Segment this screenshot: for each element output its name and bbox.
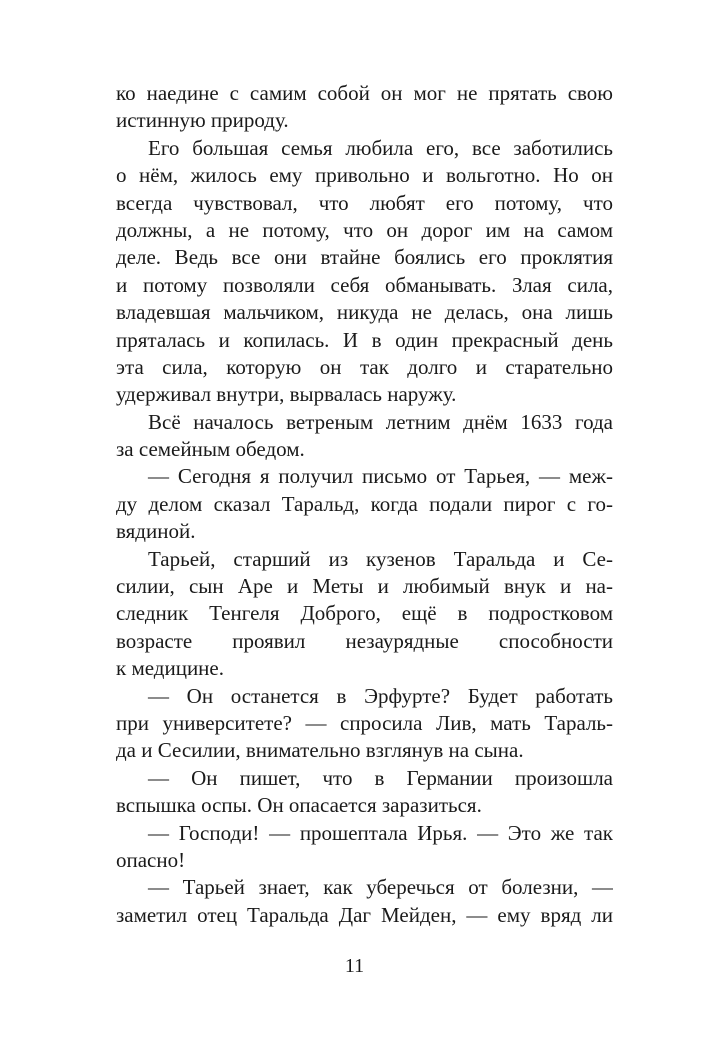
text-line: — Тарьей знает, как уберечься от болезни, — (148, 875, 613, 900)
text-line: Тарьей, старший из кузенов Таральда и Се- (148, 546, 613, 571)
text-line: за семейным обедом. (116, 437, 305, 462)
text-line: — Он останется в Эрфурте? Будет работать (148, 683, 613, 708)
text-line: эта сила, которую он так долго и старательно (116, 354, 613, 379)
page-text-block (116, 80, 613, 929)
text-line: силии, сын Аре и Меты и любимый внук и на- (116, 574, 613, 599)
text-line: — Он пишет, что в Германии произошла (148, 765, 613, 790)
text-line: должны, а не потому, что он дорог им на самом (116, 217, 613, 242)
text-line: — Господи! — прошептала Ирья. — Это же так (148, 820, 613, 845)
text-line: деле. Ведь все они втайне боялись его проклятия (116, 245, 613, 270)
text-line: Его большая семья любила его, все заботились (148, 135, 613, 160)
text-line: следник Тенгеля Доброго, ещё в подростковом (116, 601, 613, 626)
text-line: ко наедине с самим собой он мог не прятать свою (116, 81, 613, 105)
text-line: владевшая мальчиком, никуда не делась, она лишь (116, 300, 613, 325)
text-line: удерживал внутри, вырвалась наружу. (116, 382, 457, 407)
text-line: истинную природу. (116, 108, 289, 133)
text-line: пряталась и копилась. И в один прекрасный день (116, 327, 613, 352)
text-line: о нём, жилось ему привольно и вольготно. Но он (116, 163, 613, 188)
text-line: вядиной. (116, 519, 196, 544)
text-line: вспышка оспы. Он опасается заразиться. (116, 793, 482, 818)
text-line: к медицине. (116, 656, 224, 681)
text-line: и потому позволяли себя обманывать. Злая сила, (116, 272, 613, 297)
text-line: Всё началось ветреным летним днём 1633 года (148, 409, 613, 434)
text-line: да и Сесилии, внимательно взглянув на сына. (116, 738, 524, 763)
text-line: — Сегодня я получил письмо от Тарьея, — меж- (148, 464, 613, 489)
text-line: при университете? — спросила Лив, мать Тараль- (116, 710, 613, 735)
text-line: ду делом сказал Таральд, когда подали пирог с го- (116, 491, 613, 516)
text-line: всегда чувствовал, что любят его потому, что (116, 190, 613, 215)
text-line: опасно! (116, 847, 186, 872)
text-line: возрасте проявил незаурядные способности (116, 628, 613, 653)
text-line: заметил отец Таральда Даг Мейден, — ему вряд ли (116, 902, 613, 927)
page-number: 11 (344, 955, 365, 977)
